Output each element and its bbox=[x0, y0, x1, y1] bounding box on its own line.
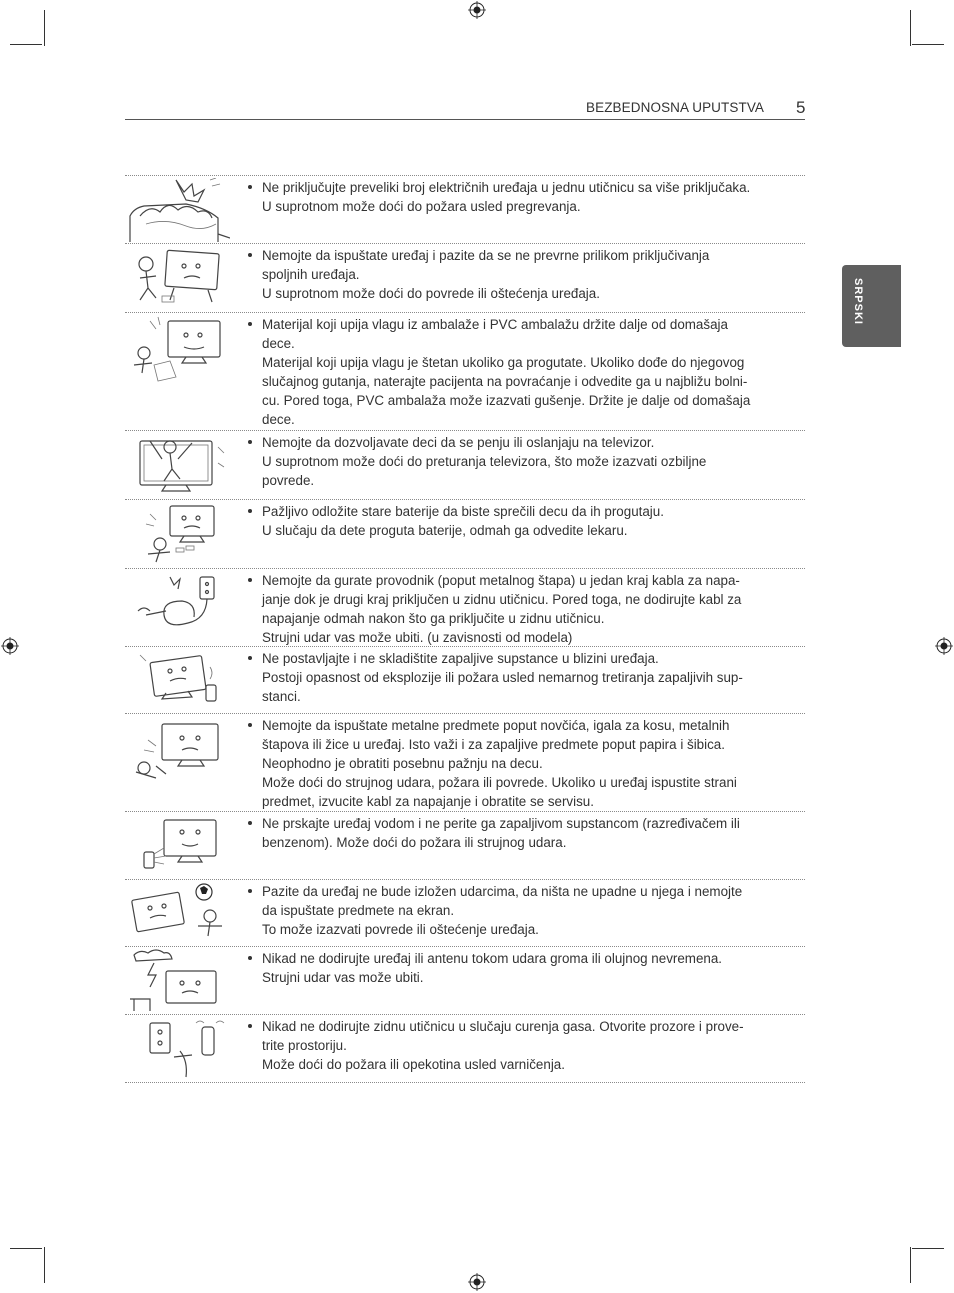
bullet-icon bbox=[248, 656, 252, 660]
instruction-line: U suprotnom može doći do povrede ili oštećenja uređaja. bbox=[262, 286, 600, 302]
bullet-icon bbox=[248, 322, 252, 326]
crop-mark bbox=[10, 44, 42, 45]
list-item bbox=[125, 175, 805, 243]
bullet-icon bbox=[248, 821, 252, 825]
instruction-line: predmet, izvucite kabl za napajanje i obratite se servisu. bbox=[262, 794, 594, 810]
battery-child-illustration-icon bbox=[126, 502, 230, 566]
list-item bbox=[125, 811, 805, 879]
instruction-line: dece. bbox=[262, 412, 295, 428]
instruction-line: To može izazvati povrede ili oštećenje uređaja. bbox=[262, 922, 539, 938]
bullet-icon bbox=[248, 723, 252, 727]
instruction-line: štapova ili žice u uređaj. Isto važi i za zapaljive predmete poput papira i šibica. bbox=[262, 737, 725, 753]
list-item bbox=[125, 879, 805, 946]
section-title: BEZBEDNOSNA UPUTSTVA bbox=[586, 100, 765, 115]
instruction-line: Nikad ne dodirujte zidnu utičnicu u slučaju curenja gasa. Otvorite prozore i prove- bbox=[262, 1019, 744, 1034]
metal-objects-tv-illustration-icon bbox=[126, 716, 230, 784]
lightning-storm-tv-illustration-icon bbox=[126, 949, 230, 1013]
bullet-icon bbox=[248, 440, 252, 444]
crop-mark bbox=[910, 10, 911, 46]
bullet-icon bbox=[248, 253, 252, 257]
instruction-line: Nemojte da ispuštate uređaj i pazite da se ne prevrne prilikom priključivanja bbox=[262, 248, 710, 263]
list-bottom-divider bbox=[125, 1082, 805, 1083]
list-item bbox=[125, 430, 805, 499]
registration-mark-icon bbox=[935, 637, 953, 655]
child-climbing-tv-illustration-icon bbox=[126, 433, 230, 497]
instruction-line: benzenom). Može doći do požara ili strujnog udara. bbox=[262, 835, 567, 851]
instruction-line: Nemojte da gurate provodnik (poput metalnog štapa) u jedan kraj kabla za napa- bbox=[262, 573, 740, 588]
list-item bbox=[125, 713, 805, 811]
instruction-line: Pažljivo odložite stare baterije da biste sprečili decu da ih progutaju. bbox=[262, 504, 664, 519]
crop-mark bbox=[44, 1247, 45, 1283]
list-item bbox=[125, 243, 805, 312]
language-tab bbox=[842, 265, 901, 347]
instruction-line: Ne priključujte preveliki broj električnih uređaja u jednu utičnicu sa više priključaka. bbox=[262, 180, 751, 195]
instruction-line: U suprotnom može doći do preturanja televizora, što može izazvati ozbiljne bbox=[262, 454, 707, 470]
list-item bbox=[125, 646, 805, 713]
instruction-line: napajanje odmah nakon što ga priključite u zidnu utičnicu. bbox=[262, 611, 605, 627]
instruction-line: U suprotnom može doći do požara usled pregrevanja. bbox=[262, 199, 581, 215]
instruction-line: da ispuštate predmete na ekran. bbox=[262, 903, 455, 919]
instruction-line: spoljnih uređaja. bbox=[262, 267, 360, 283]
tv-falling-child-illustration-icon bbox=[126, 246, 230, 310]
packaging-child-illustration-icon bbox=[126, 315, 230, 383]
instruction-line: Postoji opasnost od eksplozije ili požara usled nemarnog tretiranja zapaljivih sup- bbox=[262, 670, 743, 686]
crop-mark bbox=[910, 1247, 911, 1283]
instruction-line: Pazite da uređaj ne bude izložen udarcima, da ništa ne upadne u njega i nemojte bbox=[262, 884, 743, 899]
instruction-line: Materijal koji upija vlagu iz ambalaže i PVC ambalažu držite dalje od domašaja bbox=[262, 317, 728, 332]
list-item bbox=[125, 1014, 805, 1082]
registration-mark-icon bbox=[468, 1273, 486, 1291]
flammable-substance-illustration-icon bbox=[126, 649, 230, 711]
instruction-line: Strujni udar vas može ubiti. bbox=[262, 970, 424, 986]
water-spray-tv-illustration-icon bbox=[126, 814, 230, 878]
instruction-line: slučajnog gutanja, naterajte pacijenta na povraćanje i odvedite ga u najbližu bolni- bbox=[262, 374, 748, 390]
instruction-line: stanci. bbox=[262, 689, 301, 705]
list-item bbox=[125, 568, 805, 646]
bullet-icon bbox=[248, 1024, 252, 1028]
language-tab-label: SRPSKI bbox=[852, 278, 864, 325]
list-item bbox=[125, 946, 805, 1014]
registration-mark-icon bbox=[468, 1, 486, 19]
instruction-line: Nemojte da ispuštate metalne predmete poput novčića, igala za kosu, metalnih bbox=[262, 718, 730, 733]
ball-impact-tv-illustration-icon bbox=[126, 882, 230, 944]
instruction-line: Neophodno je obratiti posebnu pažnju na decu. bbox=[262, 756, 543, 772]
bullet-icon bbox=[248, 889, 252, 893]
crop-mark bbox=[10, 1248, 42, 1249]
instruction-line: Strujni udar vas može ubiti. (u zavisnosti od modela) bbox=[262, 630, 573, 646]
instruction-line: povrede. bbox=[262, 473, 315, 489]
bullet-icon bbox=[248, 509, 252, 513]
instruction-line: U slučaju da dete proguta baterije, odmah ga odvedite lekaru. bbox=[262, 523, 628, 539]
crop-mark bbox=[912, 1248, 944, 1249]
instruction-line: Može doći do požara ili opekotina usled varničenja. bbox=[262, 1057, 565, 1073]
instruction-line: Može doći do strujnog udara, požara ili povrede. Ukoliko u uređaj ispustite strani bbox=[262, 775, 737, 791]
bullet-icon bbox=[248, 956, 252, 960]
crop-mark bbox=[912, 44, 944, 45]
instruction-line: cu. Pored toga, PVC ambalaža može izazvati gušenje. Držite je dalje od domašaja bbox=[262, 393, 751, 409]
bullet-icon bbox=[248, 185, 252, 189]
header-divider bbox=[125, 119, 805, 120]
instruction-line: Ne postavljajte i ne skladištite zapaljive supstance u blizini uređaja. bbox=[262, 651, 659, 666]
power-cable-conductor-illustration-icon bbox=[126, 571, 230, 639]
gas-leak-outlet-illustration-icon bbox=[126, 1017, 230, 1081]
page-number: 5 bbox=[796, 98, 806, 117]
instruction-line: trite prostoriju. bbox=[262, 1038, 347, 1054]
crop-mark bbox=[44, 10, 45, 46]
instruction-line: Ne prskajte uređaj vodom i ne perite ga zapaljivom supstancom (razređivačem ili bbox=[262, 816, 740, 831]
list-item bbox=[125, 499, 805, 568]
instruction-line: Nemojte da dozvoljavate deci da se penju ili oslanjaju na televizor. bbox=[262, 435, 655, 450]
instruction-line: Nikad ne dodirujte uređaj ili antenu tokom udara groma ili olujnog nevremena. bbox=[262, 951, 723, 966]
instruction-line: janje dok je drugi kraj priključen u zidnu utičnicu. Pored toga, ne dodirujte kabl za bbox=[262, 592, 742, 608]
instruction-line: dece. bbox=[262, 336, 295, 352]
list-item bbox=[125, 312, 805, 430]
multi-plug-fire-illustration-icon bbox=[126, 178, 230, 242]
bullet-icon bbox=[248, 578, 252, 582]
instruction-line: Materijal koji upija vlagu je štetan ukoliko ga progutate. Ukoliko dođe do njegovog bbox=[262, 355, 745, 371]
registration-mark-icon bbox=[1, 637, 19, 655]
